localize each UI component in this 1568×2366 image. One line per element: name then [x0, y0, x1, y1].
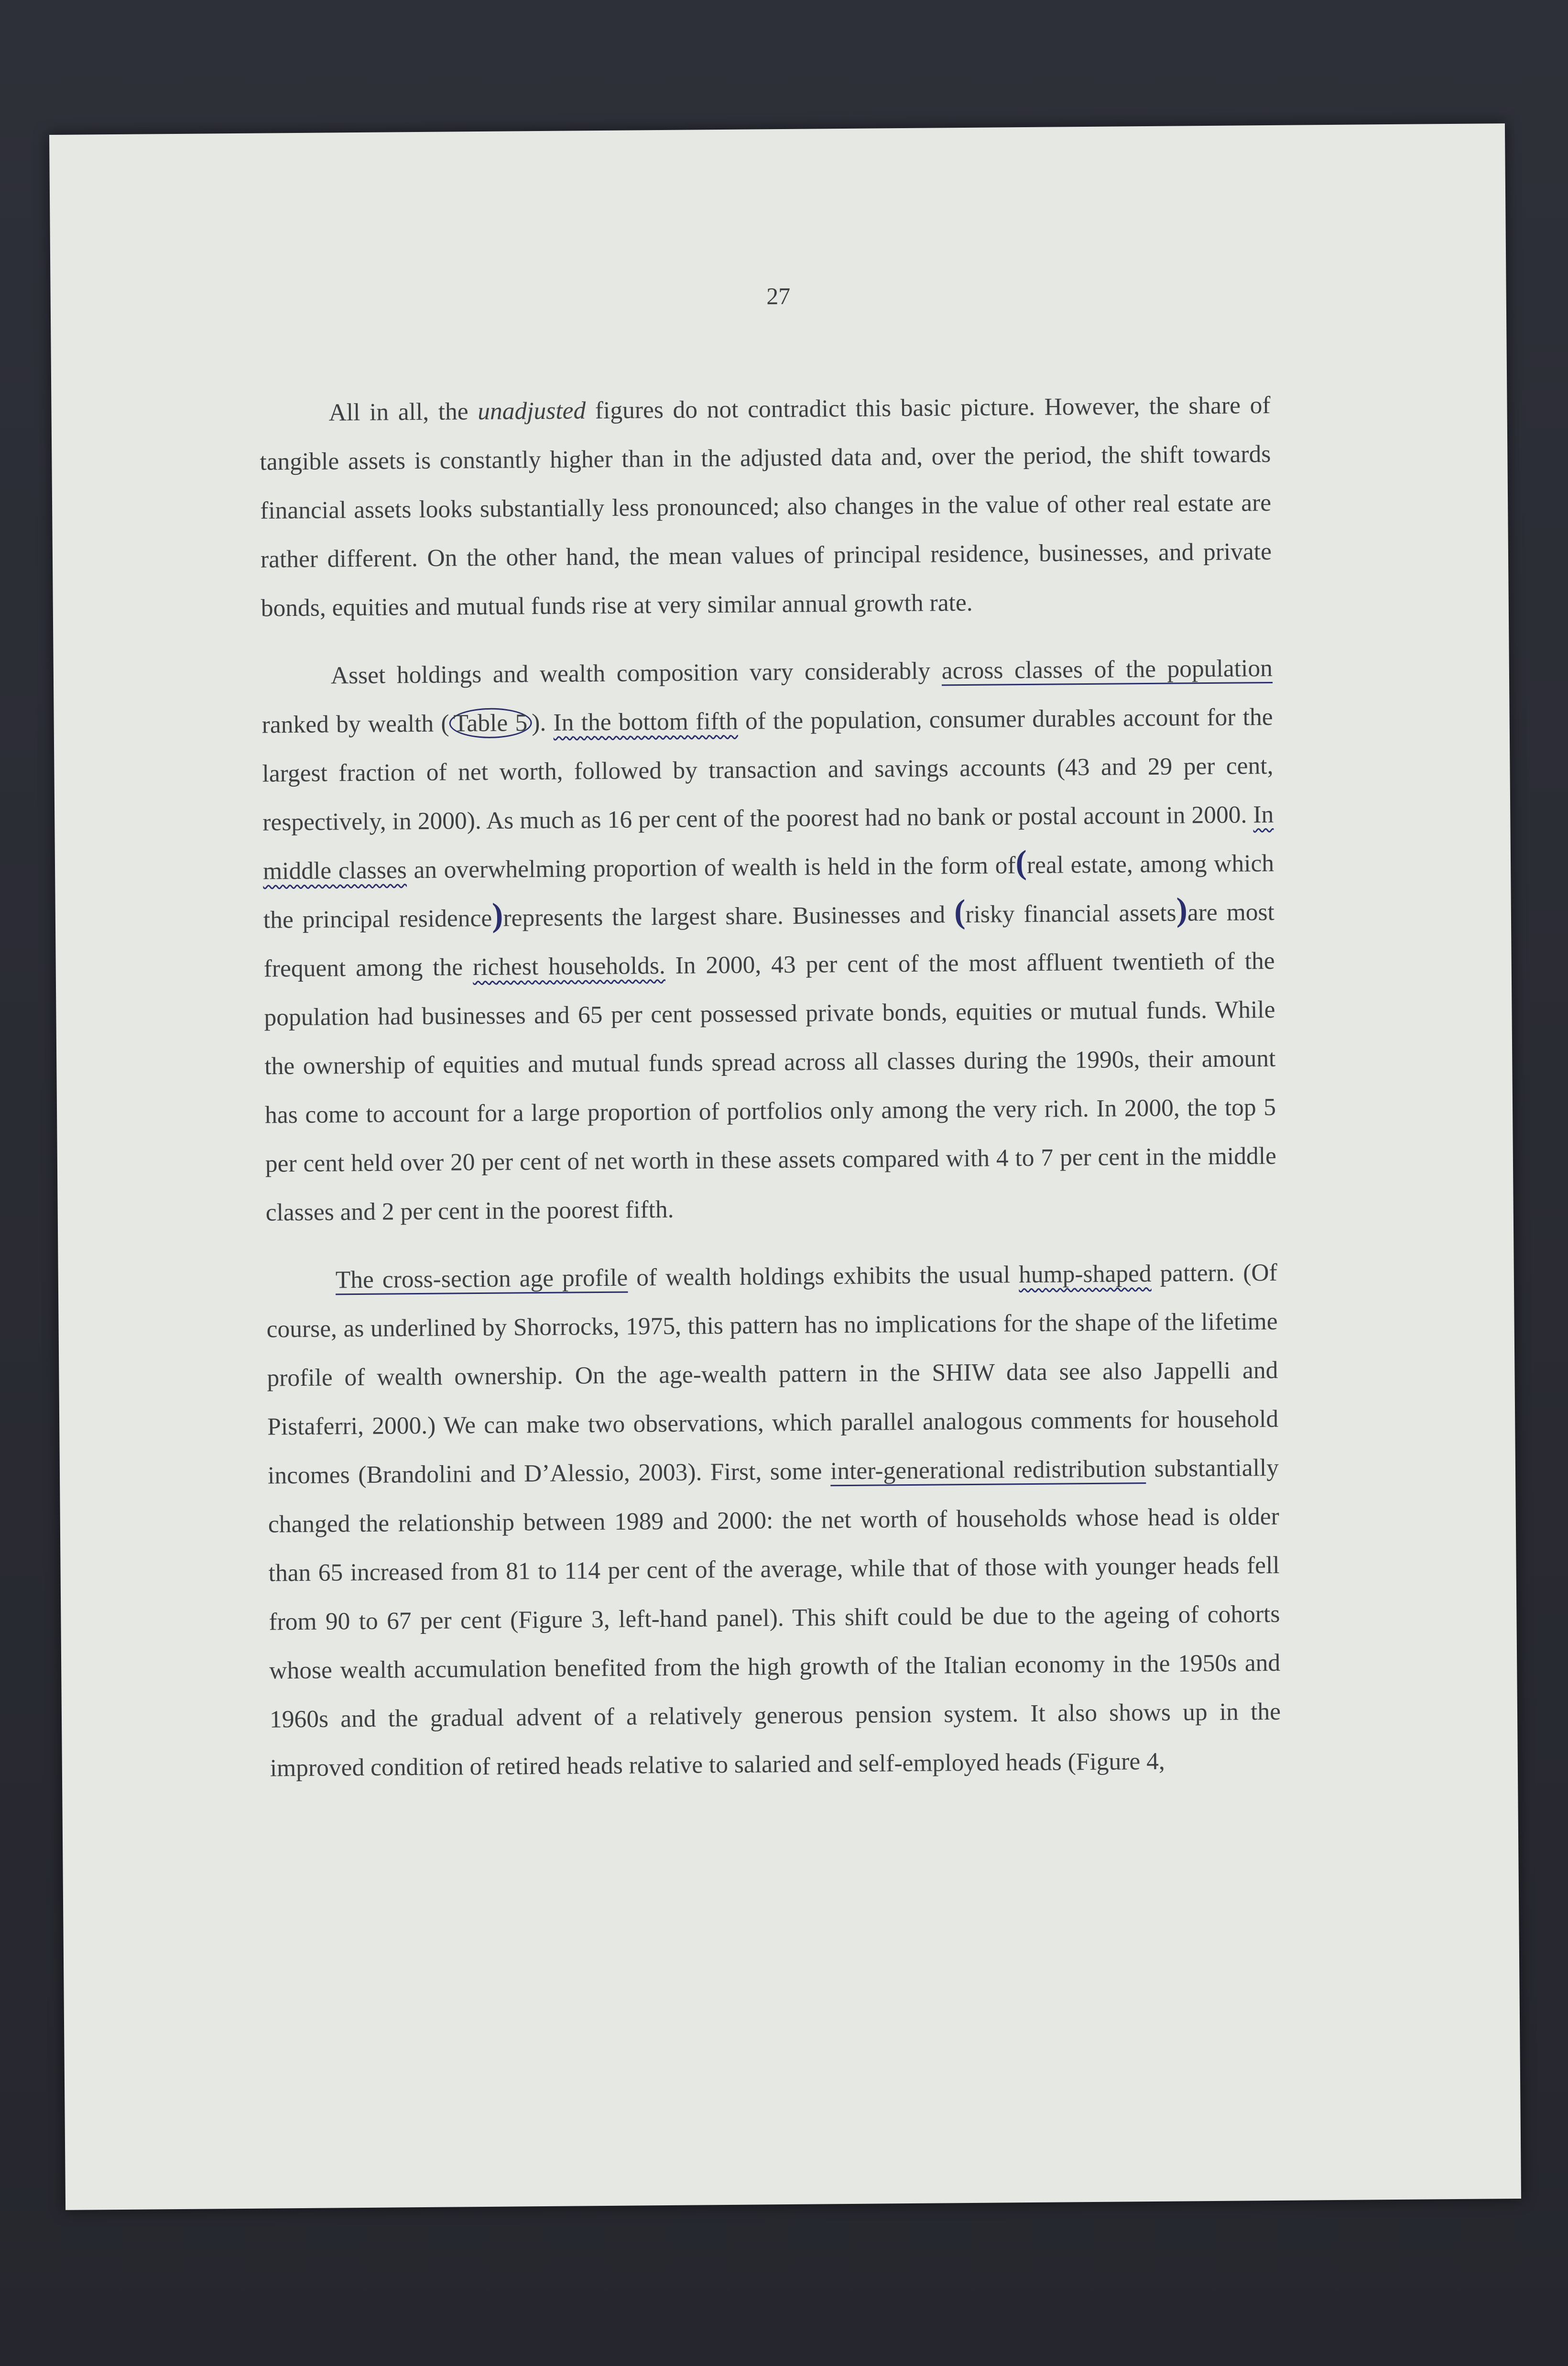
pen-underlined-text: across classes of the population	[941, 654, 1273, 685]
paragraph-2	[261, 644, 1277, 1238]
paragraph-3	[266, 1249, 1281, 1793]
pen-underlined-text: The cross-section age profile	[335, 1264, 628, 1294]
page-number: 27	[766, 282, 791, 310]
text-run: ranked by wealth (	[261, 710, 449, 739]
text-run: of wealth holdings exhibits the usual	[628, 1261, 1019, 1292]
text-run: pattern. (Of course, as underlined by Shorrocks, 1975, this pattern has no implications for the shape of the lifetime profile of wealth ownership. On the age-wealth pattern in the SHIW data see also Jappelli and Pistaferri, 2000.) We can make two observations, which parallel analogous comments for household incomes (Brandolini and D’Alessio, 2003). First, some	[266, 1259, 1279, 1490]
text-run: risky financial assets	[965, 899, 1176, 929]
paragraph-1	[259, 381, 1272, 633]
text-run: represents the largest share. Businesses and	[503, 901, 955, 932]
pen-bracket-mark: )	[491, 897, 503, 934]
text-run: of the population, consumer durables account for the largest fraction of net worth, followed by transaction and savings accounts (43 and 29 per cent, respectively, in 2000). As much as 16 per cent of the poorest had no bank or postal account in 2000.	[262, 703, 1274, 836]
body-text	[259, 381, 1281, 1812]
text-run: substantially changed the relationship between 1989 and 2000: the net worth of households whose head is older than 65 increased from 81 to 114 per cent of the average, while that of those with younger heads fell from 90 to 67 per cent (Figure 3, left-hand panel). This shift could be due to the ageing of cohorts whose wealth accumulation benefited from the high growth of the Italian economy in the 1950s and 1960s and the gradual advent of a relatively generous pension system. It also shows up in the improved condition of retired heads relative to salaried and self-employed heads (Figure 4,	[268, 1454, 1281, 1782]
pen-bracket-mark: )	[1176, 891, 1188, 929]
text-run: Asset holdings and wealth composition vary considerably	[330, 657, 942, 690]
pen-circled-text: Table 5	[449, 708, 532, 738]
pen-wavy-underlined-text: richest households.	[472, 952, 665, 981]
text-run: In 2000, 43 per cent of the most affluent twentieth of the population had businesses and 65 per cent possessed private bonds, equities or mutual funds. While the ownership of equities and mutual funds spread across all classes during the 1990s, their amount has come to account for a large proportion of portfolios only among the very rich. In 2000, the top 5 per cent held over 20 per cent of net worth in these assets compared with 4 to 7 per cent in the middle classes and 2 per cent in the poorest fifth.	[264, 947, 1277, 1227]
pen-underlined-text: inter-generational redistribution	[830, 1455, 1146, 1485]
text-run: real estate, among which the principal residence	[263, 849, 1274, 934]
pen-wavy-underlined-text: In the bottom fifth	[553, 707, 738, 736]
document-page	[49, 123, 1521, 2210]
pen-bracket-mark: (	[1015, 844, 1027, 881]
text-run: ).	[531, 709, 554, 737]
text-run: an overwhelming proportion of wealth is held in the form of	[406, 852, 1016, 884]
pen-bracket-mark: (	[954, 893, 966, 931]
text-run: are most frequent among the	[263, 898, 1275, 983]
text-run: figures do not contradict this basic picture. However, the share of tangible assets is constantly higher than in the adjusted data and, over the period, the shift towards financial assets looks substantially less pronounced; also changes in the value of other real estate are rather different. On the other hand, the mean values of principal residence, businesses, and private bonds, equities and mutual funds rise at very similar annual growth rate.	[260, 391, 1272, 622]
italic-text: unadjusted	[478, 397, 586, 426]
pen-wavy-underlined-text: In middle classes	[262, 800, 1274, 885]
pen-wavy-underlined-text: hump-shaped	[1018, 1260, 1152, 1289]
text-run: All in all, the	[328, 398, 478, 427]
